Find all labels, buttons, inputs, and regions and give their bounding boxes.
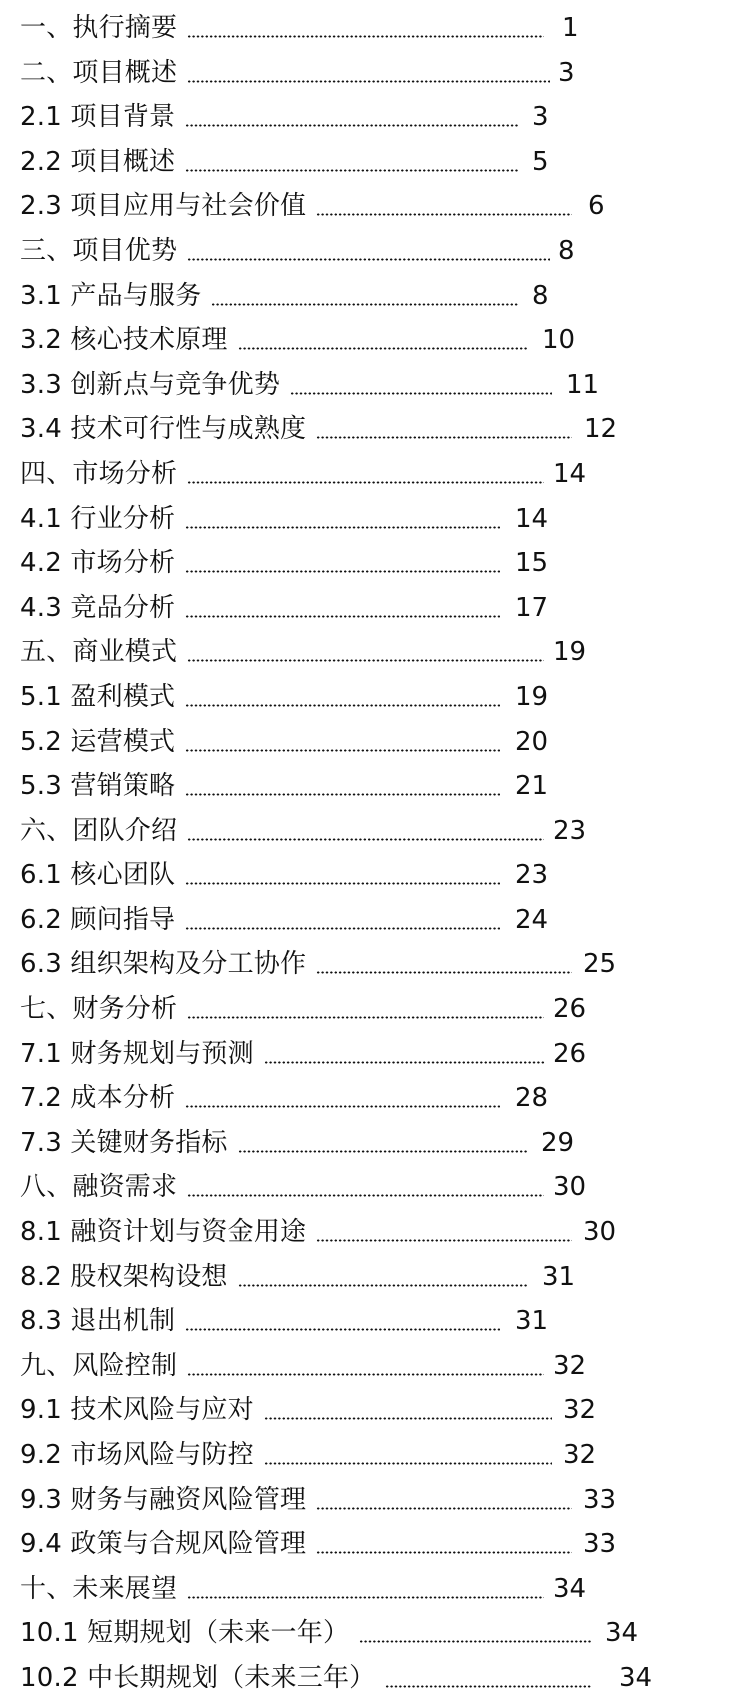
toc-entry[interactable]: [0, 452, 752, 497]
toc-dot-leader: [185, 526, 500, 529]
toc-entry-page-number: 32: [563, 1440, 597, 1470]
toc-entry-title: 2.2 项目概述: [20, 146, 176, 177]
toc-entry[interactable]: [0, 1433, 752, 1478]
toc-dot-leader: [187, 80, 550, 83]
toc-entry-page-number: 12: [584, 414, 618, 445]
toc-dot-leader: [385, 1685, 592, 1688]
toc-entry-page-number: 15: [515, 548, 549, 579]
toc-dot-leader: [264, 1417, 552, 1420]
toc-entry[interactable]: [0, 541, 752, 586]
toc-entry-page-number: 24: [515, 904, 549, 935]
toc-dot-leader: [238, 347, 528, 350]
toc-entry-page-number: 6: [588, 191, 605, 222]
toc-entry-title: 二、项目概述: [20, 57, 178, 88]
toc-dot-leader: [185, 1328, 500, 1331]
toc-dot-leader: [185, 124, 518, 127]
toc-entry-title: 2.3 项目应用与社会价值: [20, 191, 307, 222]
toc-dot-leader: [185, 927, 500, 930]
toc-dot-leader: [290, 392, 552, 395]
toc-dot-leader: [187, 838, 544, 841]
toc-entry-page-number: 8: [558, 235, 575, 266]
toc-entry-page-number: 33: [583, 1529, 617, 1560]
toc-entry-title: 9.3 财务与融资风险管理: [20, 1484, 307, 1515]
toc-entry[interactable]: [0, 274, 752, 319]
toc-entry-page-number: 28: [515, 1083, 549, 1114]
toc-entry-page-number: 19: [515, 681, 549, 712]
toc-entry-page-number: 25: [583, 949, 617, 980]
toc-entry-page-number: 31: [515, 1306, 549, 1337]
toc-entry-title: 10.2 中长期规划（未来三年）: [20, 1662, 376, 1693]
toc-entry-page-number: 21: [515, 771, 549, 802]
toc-dot-leader: [185, 615, 500, 618]
toc-dot-leader: [185, 793, 500, 796]
toc-dot-leader: [187, 1016, 544, 1019]
toc-entry[interactable]: [0, 675, 752, 720]
toc-entry-title: 7.1 财务规划与预测: [20, 1038, 254, 1069]
toc-entry-page-number: 23: [553, 815, 587, 846]
toc-entry[interactable]: [0, 318, 752, 363]
toc-entry-page-number: 14: [553, 458, 587, 489]
toc-entry-page-number: 17: [515, 592, 549, 623]
toc-entry-page-number: 10: [542, 325, 576, 356]
toc-entry-title: 9.1 技术风险与应对: [20, 1395, 254, 1426]
toc-dot-leader: [316, 1551, 572, 1554]
toc-entry-title: 5.1 盈利模式: [20, 681, 176, 712]
toc-entry-title: 8.2 股权架构设想: [20, 1261, 228, 1292]
toc-entry[interactable]: [0, 1032, 752, 1077]
toc-entry-page-number: 33: [583, 1484, 617, 1515]
toc-dot-leader: [185, 882, 500, 885]
toc-entry[interactable]: [0, 853, 752, 898]
toc-dot-leader: [187, 1373, 544, 1376]
toc-dot-leader: [211, 303, 518, 306]
toc-entry[interactable]: [0, 95, 752, 140]
toc-dot-leader: [187, 481, 544, 484]
toc-entry-title: 九、风险控制: [20, 1350, 178, 1381]
toc-entry[interactable]: [0, 1344, 752, 1389]
toc-entry[interactable]: [0, 184, 752, 229]
toc-dot-leader: [185, 749, 500, 752]
toc-entry[interactable]: [0, 586, 752, 631]
toc-entry-page-number: 1: [562, 13, 579, 43]
toc-entry-page-number: 5: [532, 146, 549, 177]
toc-entry-page-number: 14: [515, 503, 549, 534]
toc-entry[interactable]: [0, 407, 752, 452]
toc-entry-title: 6.1 核心团队: [20, 860, 176, 891]
toc-entry-page-number: 3: [558, 57, 575, 88]
toc-entry[interactable]: [0, 942, 752, 987]
toc-entry[interactable]: [0, 363, 752, 408]
toc-entry-title: 6.2 顾问指导: [20, 904, 176, 935]
toc-entry-title: 8.1 融资计划与资金用途: [20, 1217, 307, 1248]
toc-entry[interactable]: [0, 987, 752, 1032]
toc-entry-page-number: 34: [553, 1573, 587, 1604]
toc-entry-page-number: 29: [541, 1127, 575, 1158]
toc-entry-title: 七、财务分析: [20, 994, 178, 1025]
toc-entry-page-number: 19: [553, 637, 587, 668]
table-of-contents: [0, 6, 752, 1701]
toc-entry-title: 六、团队介绍: [20, 815, 178, 846]
toc-entry[interactable]: [0, 720, 752, 765]
toc-entry[interactable]: [0, 6, 752, 51]
toc-dot-leader: [187, 35, 544, 38]
toc-entry-page-number: 31: [542, 1261, 576, 1292]
toc-entry-title: 3.1 产品与服务: [20, 280, 202, 311]
toc-dot-leader: [187, 1596, 544, 1599]
toc-entry-title: 3.4 技术可行性与成熟度: [20, 414, 307, 445]
toc-entry[interactable]: [0, 1076, 752, 1121]
toc-entry-page-number: 30: [553, 1172, 587, 1203]
toc-entry-page-number: 34: [605, 1618, 639, 1649]
toc-dot-leader: [316, 436, 572, 439]
toc-entry-page-number: 34: [619, 1662, 653, 1693]
toc-entry-title: 4.3 竞品分析: [20, 592, 176, 623]
toc-entry-title: 五、商业模式: [20, 637, 178, 668]
toc-entry-page-number: 11: [566, 369, 600, 400]
toc-entry-page-number: 26: [553, 1038, 587, 1069]
toc-entry-title: 一、执行摘要: [20, 13, 178, 43]
toc-dot-leader: [316, 971, 572, 974]
toc-dot-leader: [187, 659, 544, 662]
toc-dot-leader: [185, 704, 500, 707]
toc-entry[interactable]: [0, 1121, 752, 1166]
toc-dot-leader: [187, 1194, 544, 1197]
toc-entry-page-number: 26: [553, 994, 587, 1025]
toc-entry[interactable]: [0, 1165, 752, 1210]
toc-entry[interactable]: [0, 140, 752, 185]
toc-entry-title: 7.2 成本分析: [20, 1083, 176, 1114]
toc-entry-title: 8.3 退出机制: [20, 1306, 176, 1337]
toc-entry[interactable]: [0, 1210, 752, 1255]
toc-entry-title: 10.1 短期规划（未来一年）: [20, 1618, 350, 1649]
toc-entry-title: 7.3 关键财务指标: [20, 1127, 228, 1158]
toc-dot-leader: [238, 1284, 528, 1287]
toc-dot-leader: [316, 213, 572, 216]
toc-entry[interactable]: [0, 898, 752, 943]
toc-dot-leader: [359, 1640, 592, 1643]
toc-dot-leader: [316, 1239, 572, 1242]
toc-dot-leader: [316, 1507, 572, 1510]
toc-dot-leader: [264, 1462, 552, 1465]
toc-entry-title: 9.4 政策与合规风险管理: [20, 1529, 307, 1560]
toc-entry-page-number: 3: [532, 102, 549, 133]
toc-entry-title: 6.3 组织架构及分工协作: [20, 949, 307, 980]
toc-entry[interactable]: [0, 1522, 752, 1567]
toc-entry-title: 5.3 营销策略: [20, 771, 176, 802]
toc-entry-page-number: 8: [532, 280, 549, 311]
toc-entry[interactable]: [0, 1478, 752, 1523]
toc-dot-leader: [264, 1061, 545, 1064]
toc-entry[interactable]: [0, 497, 752, 542]
toc-entry[interactable]: [0, 1388, 752, 1433]
toc-entry-title: 4.1 行业分析: [20, 503, 176, 534]
toc-entry-page-number: 20: [515, 726, 549, 757]
toc-entry[interactable]: [0, 764, 752, 809]
toc-entry[interactable]: [0, 1567, 752, 1612]
toc-entry-title: 八、融资需求: [20, 1172, 178, 1203]
toc-entry-title: 十、未来展望: [20, 1573, 178, 1604]
toc-entry[interactable]: [0, 1611, 752, 1656]
toc-entry[interactable]: [0, 1656, 752, 1701]
toc-dot-leader: [187, 258, 550, 261]
toc-entry-title: 5.2 运营模式: [20, 726, 176, 757]
toc-entry[interactable]: [0, 51, 752, 96]
toc-entry-page-number: 30: [583, 1217, 617, 1248]
toc-entry-title: 3.3 创新点与竞争优势: [20, 369, 281, 400]
toc-entry-title: 四、市场分析: [20, 458, 178, 489]
toc-entry[interactable]: [0, 229, 752, 274]
toc-entry[interactable]: [0, 809, 752, 854]
toc-dot-leader: [185, 570, 500, 573]
toc-dot-leader: [185, 1105, 500, 1108]
toc-entry-title: 三、项目优势: [20, 235, 178, 266]
toc-entry-title: 9.2 市场风险与防控: [20, 1440, 254, 1470]
toc-entry[interactable]: [0, 1299, 752, 1344]
toc-entry-title: 4.2 市场分析: [20, 548, 176, 579]
toc-entry-page-number: 32: [553, 1350, 587, 1381]
toc-entry-page-number: 32: [563, 1395, 597, 1426]
toc-entry-title: 3.2 核心技术原理: [20, 325, 228, 356]
toc-entry-page-number: 23: [515, 860, 549, 891]
toc-entry[interactable]: [0, 1255, 752, 1300]
toc-entry[interactable]: [0, 630, 752, 675]
toc-dot-leader: [185, 169, 518, 172]
toc-entry-title: 2.1 项目背景: [20, 102, 176, 133]
toc-dot-leader: [238, 1150, 528, 1153]
